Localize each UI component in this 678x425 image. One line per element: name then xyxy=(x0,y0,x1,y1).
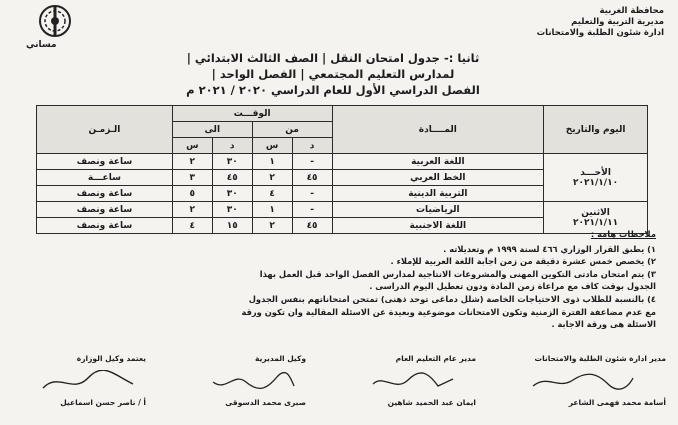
from-hours-cell: ١ xyxy=(252,202,292,218)
duration-cell: ساعة ونصف xyxy=(37,202,173,218)
from-hours-cell: ١ xyxy=(252,154,292,170)
note-line: الجدول بوقت كاف مع مراعاة زمن المادة ودون تعطيل اليوم الدراسى . xyxy=(369,281,656,292)
document-titles xyxy=(138,50,528,98)
note-line: ٢) يخصص خمس عشرة دقيقة من زمن اجابة اللغة العربية للإملاء . xyxy=(390,256,656,267)
note-line: ٣) يتم امتحان مادتى التكوين المهنى والمشروعات الانتاجية لمدارس الفصل الواحد قبل العمل بهذا xyxy=(259,268,656,279)
signature-titles-row xyxy=(18,354,666,368)
from-minutes-cell: - xyxy=(292,186,332,202)
duration-cell: ساعـــة xyxy=(37,170,173,186)
from-minutes-cell: - xyxy=(292,202,332,218)
to-hours-cell: ٥ xyxy=(172,186,212,202)
handwritten-signature-icon xyxy=(208,370,298,394)
header-from-minutes: د xyxy=(292,138,332,154)
from-hours-cell: ٢ xyxy=(252,218,292,234)
to-hours-cell: ٢ xyxy=(172,154,212,170)
header-duration: الـزمـن xyxy=(37,106,173,154)
to-minutes-cell: ٣٠ xyxy=(212,154,252,170)
exam-schedule-table xyxy=(36,105,648,234)
notes-title: ملاحظات هامة : xyxy=(590,229,656,239)
header-to: الى xyxy=(172,122,252,138)
directorate-line: مديرية التربية والتعليم xyxy=(571,17,664,27)
to-hours-cell: ٤ xyxy=(172,218,212,234)
from-hours-cell: ٢ xyxy=(252,170,292,186)
day-cell xyxy=(544,154,648,202)
handwritten-signature-icon xyxy=(368,370,458,394)
signatory-name: أسامة محمد فهمى الشاعر xyxy=(568,398,666,407)
day-date: ٢٠٢١/١/١١ xyxy=(573,217,619,228)
header-time: الوقـــت xyxy=(172,106,332,122)
to-minutes-cell: ٤٥ xyxy=(212,170,252,186)
subject-cell: الرياضيات xyxy=(332,202,544,218)
from-minutes-cell: ٤٥ xyxy=(292,218,332,234)
header-subject: المــــادة xyxy=(332,106,544,154)
signatory-name: ايمان عبد الحميد شاهين xyxy=(387,398,476,407)
header-from: من xyxy=(252,122,332,138)
signature-title: مدير عام التعليم العام xyxy=(395,354,476,363)
table-row xyxy=(37,154,648,170)
signature-title: يعتمد وكيل الوزارة xyxy=(76,354,146,363)
day-name: الأحـــد xyxy=(580,167,611,178)
important-notes xyxy=(16,228,656,331)
day-name: الاثنين xyxy=(581,207,610,218)
subject-cell: اللغة العربية xyxy=(332,154,544,170)
header-day-date: اليوم والتاريخ xyxy=(544,106,648,154)
note-line: ٤) بالنسبة للطلاب ذوى الاحتياجات الخاصة (شلل دماغى توحد ذهنى) تمتحن امتحاناتهم بنفس الجدول xyxy=(248,293,656,304)
title-line-1: ثانيا :- جدول امتحان النقل | الصف الثالث الابتدائي | xyxy=(186,51,480,65)
signatory-name: أ / ناصر حسن اسماعيل xyxy=(60,398,146,407)
to-hours-cell: ٣ xyxy=(172,170,212,186)
to-hours-cell: ٢ xyxy=(172,202,212,218)
subject-cell: اللغة الاجنبية xyxy=(332,218,544,234)
ministry-logo-icon xyxy=(38,4,72,38)
header-to-minutes: د xyxy=(212,138,252,154)
duration-cell: ساعة ونصف xyxy=(37,186,173,202)
duration-cell: ساعة ونصف xyxy=(37,218,173,234)
to-minutes-cell: ٣٠ xyxy=(212,202,252,218)
logo-label: مساني xyxy=(26,40,57,50)
from-minutes-cell: - xyxy=(292,154,332,170)
note-line: ١) يطبق القرار الوزاري ٤٦٦ لسنة ١٩٩٩ م وتعديلاته . xyxy=(443,243,656,254)
subject-cell: التربية الدينية xyxy=(332,186,544,202)
header-to-hours: س xyxy=(172,138,212,154)
note-line: مع عدم مضاعفة الفترة الزمنية وتكون الامتحانات موضوعية وبعيدة عن الاسئلة المقالية وان تكون ورقة xyxy=(241,306,656,317)
from-hours-cell: ٤ xyxy=(252,186,292,202)
signature-names-row xyxy=(18,398,666,412)
signature-title: مدير ادارة شئون الطلبة والامتحانات xyxy=(534,354,666,363)
directorate-header xyxy=(537,6,664,39)
day-date: ٢٠٢١/١/١٠ xyxy=(573,177,619,188)
header-from-hours: س xyxy=(252,138,292,154)
handwritten-signature-icon xyxy=(38,370,138,396)
from-minutes-cell: ٤٥ xyxy=(292,170,332,186)
governorate-line: محافظة الغربية xyxy=(599,6,664,16)
title-line-2: لمدارس التعليم المجتمعي | الفصل الواحد | xyxy=(211,67,455,81)
note-line: الاسئلة هى ورقة الاجابة . xyxy=(551,319,656,330)
title-line-3: الفصل الدراسي الأول للعام الدراسي ٢٠٢٠ / ٢٠٢١ م xyxy=(186,83,480,97)
handwritten-signature-icon xyxy=(528,370,638,394)
signature-title: وكيل المديرية xyxy=(255,354,306,363)
subject-cell: الخط العربي xyxy=(332,170,544,186)
to-minutes-cell: ٣٠ xyxy=(212,186,252,202)
signatory-name: صبرى محمد الدسوقى xyxy=(225,398,306,407)
table-row xyxy=(37,202,648,218)
department-line: ادارة شئون الطلبة والامتحانات xyxy=(536,28,664,38)
to-minutes-cell: ١٥ xyxy=(212,218,252,234)
duration-cell: ساعة ونصف xyxy=(37,154,173,170)
